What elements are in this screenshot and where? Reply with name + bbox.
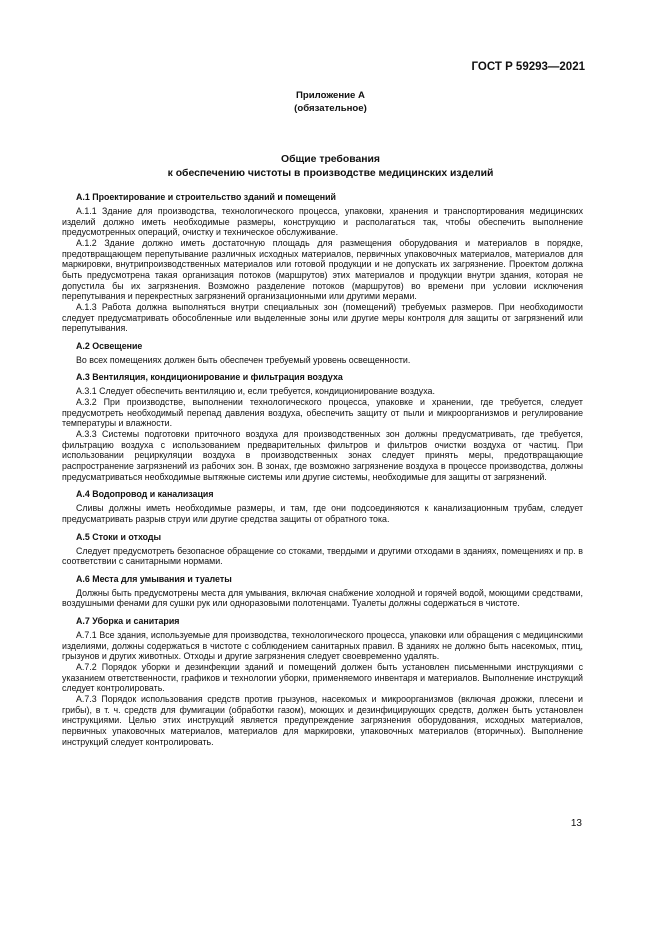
section-heading: А.2 Освещение xyxy=(76,340,143,351)
main-title-line-2: к обеспечению чистоты в производстве медицинских изделий xyxy=(167,167,494,179)
document-body xyxy=(62,192,583,747)
section-heading: А.5 Стоки и отходы xyxy=(76,531,162,542)
section-a5 xyxy=(62,532,583,567)
paragraph: А.7.2 Порядок уборки и дезинфекции зданий и помещений должен быть установлен письменными инструкциями с указанием ответственности, графиков и технологии уборки, применяемого инвентаря и материалов. Выполнение инструкций следует контролировать. xyxy=(62,662,583,694)
section-heading: А.3 Вентиляция, кондиционирование и фильтрация воздуха xyxy=(76,372,343,383)
paragraph: Следует предусмотреть безопасное обращение со стоками, твердыми и другими отходами в зданиях, помещениях и пр. в соответствии с санитарными нормами. xyxy=(62,545,583,567)
main-title xyxy=(0,153,661,180)
paragraph: А.7.3 Порядок использования средств против грызунов, насекомых и микроорганизмов (включая дрожжи, плесени и грибы), в т. ч. средств для фумигации (обработки газом), моющих и дезинфицирующих средств, должен быть установлен инструкциями. Целью этих инструкций является предупреждение загрязнения оборудования, исходных материалов, первичных упаковочных материалов, материалов для маркировки, упаковочных материалов (вторичных). Выполнение инструкций следует контролировать. xyxy=(62,693,583,747)
section-a1 xyxy=(62,192,583,334)
appendix-heading xyxy=(0,90,661,115)
section-heading: А.6 Места для умывания и туалеты xyxy=(76,573,232,584)
page-number: 13 xyxy=(570,818,582,829)
section-a3 xyxy=(62,372,583,482)
appendix-status: (обязательное) xyxy=(294,102,367,114)
paragraph: Должны быть предусмотрены места для умывания, включая снабжение холодной и горячей водой, моющими средствами, воздушными фенами для сушки рук или одноразовыми полотенцами. Туалеты должны содержаться в чистоте. xyxy=(62,587,583,609)
paragraph: А.3.2 При производстве, выполнении технологического процесса, упаковке и хранении, где требуется, следует предусмотреть необходимый перепад давления воздуха, обеспечить защиту от пыли и микроорганизмов и регулирование температуры и влажности. xyxy=(62,397,583,429)
section-a7 xyxy=(62,616,583,747)
paragraph: А.1.3 Работа должна выполняться внутри специальных зон (помещений) требуемых размеров. При необходимости следует предусматривать обособленные или выделенные зоны или другие меры контроля для защиты от загрязнений или перепутывания. xyxy=(62,301,583,334)
section-heading: А.7 Уборка и санитария xyxy=(76,616,180,627)
paragraph: Сливы должны иметь необходимые размеры, и там, где они подсоединяются к канализационным трубам, следует предусматривать разрыв струи или другие средства защиты от обратного тока. xyxy=(62,503,583,524)
paragraph: А.1.1 Здание для производства, технологического процесса, упаковки, хранения и транспортирования медицинских изделий должно иметь необходимые размеры, конструкцию и располагаться так, чтобы обеспечить выполнение предусмотренных операций, очистку и техническое обслуживание. xyxy=(62,205,583,238)
section-a2 xyxy=(62,341,583,366)
section-a6 xyxy=(62,574,583,609)
paragraph: А.3.3 Системы подготовки приточного воздуха для производственных зон должны предусматривать, где требуется, фильтрацию воздуха с использованием предварительных фильтров и фильтров очистки воздуха от частиц. При использовании рециркуляции воздуха в производственных зонах следует принять меры, предотвращающие распространение загрязнений из рабочих зон. В зонах, где возможно загрязнение воздуха в процессе производства, должны предусматриваться необходимые вытяжные системы или другие системы, необходимые для защиты от загрязнений. xyxy=(62,429,583,482)
paragraph: А.7.1 Все здания, используемые для производства, технологического процесса, упаковки или обращения с медицинскими изделиями, должны содержаться в чистоте с соблюдением санитарных правил. В зданиях не должно быть насекомых, птиц, грызунов и других животных. Отходы и другие загрязнения следует своевременно удалять. xyxy=(62,630,583,662)
paragraph: Во всех помещениях должен быть обеспечен требуемый уровень освещенности. xyxy=(76,354,411,365)
main-title-line-1: Общие требования xyxy=(281,154,380,165)
document-code: ГОСТ Р 59293—2021 xyxy=(471,61,585,73)
section-a4 xyxy=(62,489,583,524)
section-heading: А.1 Проектирование и строительство зданий и помещений xyxy=(76,192,336,202)
paragraph: А.1.2 Здание должно иметь достаточную площадь для размещения оборудования и материалов в порядке, предотвращающем перепутывание различных исходных материалов, первичных упаковочных материалов, материалов для маркировки, внутрипроизводственных материалов или готовой продукции и не допускать их загрязнение. Проектом должна быть предусмотрена такая организация потоков (маршрутов) этих материалов и продукции внутри здания, которая не допустила бы их загрязнения. Возможно разделение потоков (маршрутов) во времени при условии исключения перепутывания и перекрестных загрязнений организационными или другими мерами. xyxy=(62,237,583,302)
paragraph: А.3.1 Следует обеспечить вентиляцию и, если требуется, кондиционирование воздуха. xyxy=(76,386,435,397)
appendix-title: Приложение А xyxy=(296,90,365,101)
section-heading: А.4 Водопровод и канализация xyxy=(76,489,214,500)
